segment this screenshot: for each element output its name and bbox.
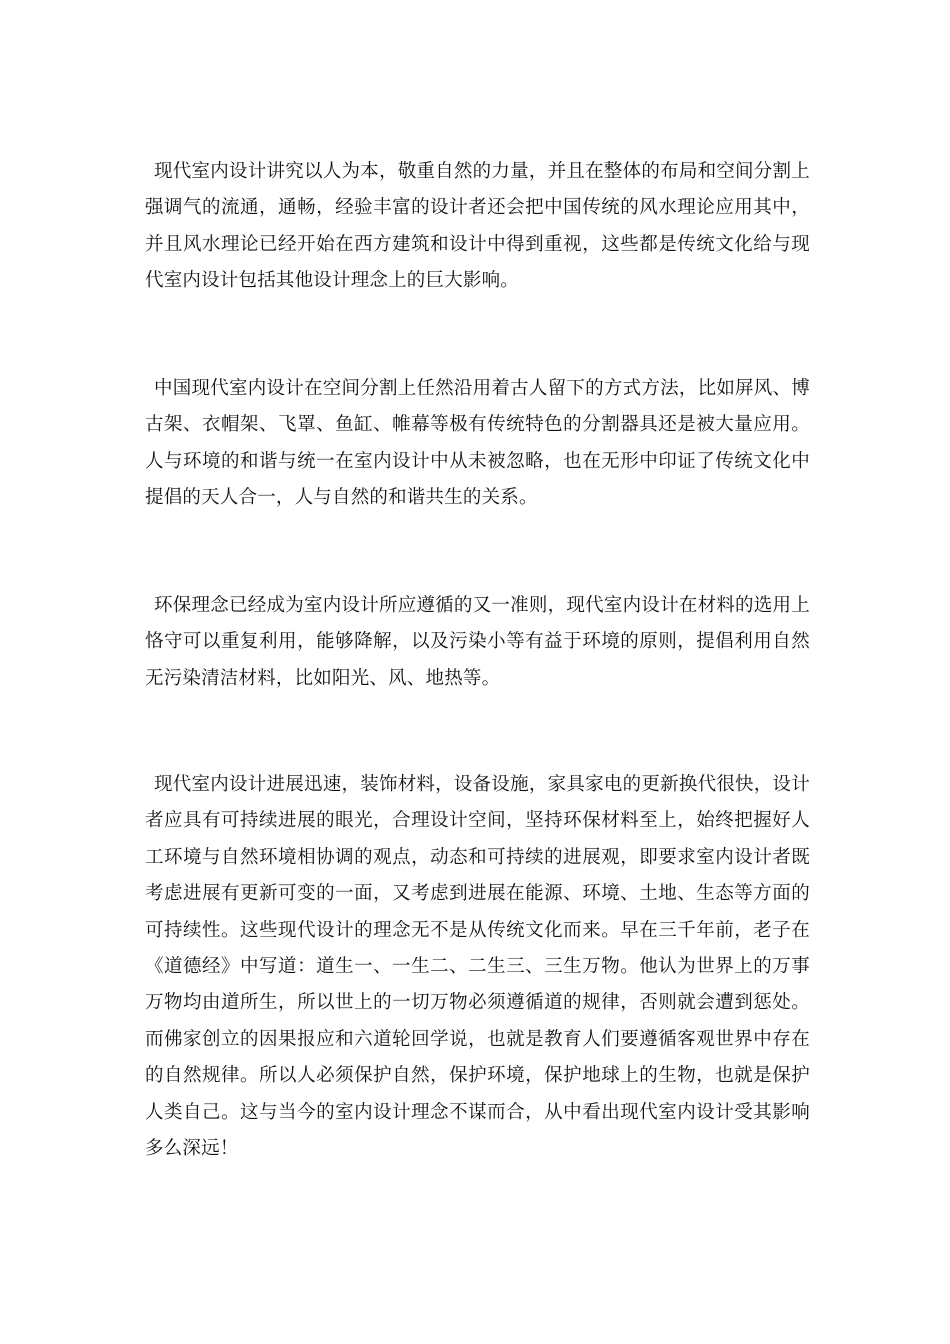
paragraph-4-text: 现代室内设计进展迅速，装饰材料，设备设施，家具家电的更新换代很快，设计者应具有可持续进展的眼光，合理设计空间，坚持环保材料至上，始终把握好人工环境与自然环境相协调的观点，动态和可持续的进展观，即要求室内设计者既考虑进展有更新可变的一面，又考虑到进展在能源、环境、土地、生态等方面的可持续性。这些现代设计的理念无不是从传统文化而来。早在三千年前，老子在《道德经》中写道：道生一、一生二、二生三、三生万物。他认为世界上的万事万物均由道所生，所以世上的一切万物必须遵循道的规律，否则就会遭到惩处。而佛家创立的因果报应和六道轮回学说，也就是教育人们要遵循客观世界中存在的自然规律。所以人必须保护自然，保护环境，保护地球上的生物，也就是保护人类自己。这与当今的室内设计理念不谋而合，从中看出现代室内设计受其影响多么深远！	[145, 774, 810, 1160]
paragraph-2	[145, 371, 810, 517]
paragraph-3	[145, 588, 810, 697]
paragraph-1	[145, 154, 810, 300]
paragraph-4	[145, 767, 810, 1167]
paragraph-3-text: 环保理念已经成为室内设计所应遵循的又一准则，现代室内设计在材料的选用上恪守可以重复利用，能够降解，以及污染小等有益于环境的原则，提倡利用自然无污染清洁材料，比如阳光、风、地热等。	[145, 595, 810, 689]
paragraph-1-text: 现代室内设计讲究以人为本，敬重自然的力量，并且在整体的布局和空间分割上强调气的流通，通畅，经验丰富的设计者还会把中国传统的风水理论应用其中，并且风水理论已经开始在西方建筑和设计中得到重视，这些都是传统文化给与现代室内设计包括其他设计理念上的巨大影响。	[145, 161, 810, 292]
paragraph-2-text: 中国现代室内设计在空间分割上任然沿用着古人留下的方式方法，比如屏风、博古架、衣帽架、飞罩、鱼缸、帷幕等极有传统特色的分割器具还是被大量应用。人与环境的和谐与统一在室内设计中从未被忽略，也在无形中印证了传统文化中提倡的天人合一，人与自然的和谐共生的关系。	[145, 378, 810, 509]
